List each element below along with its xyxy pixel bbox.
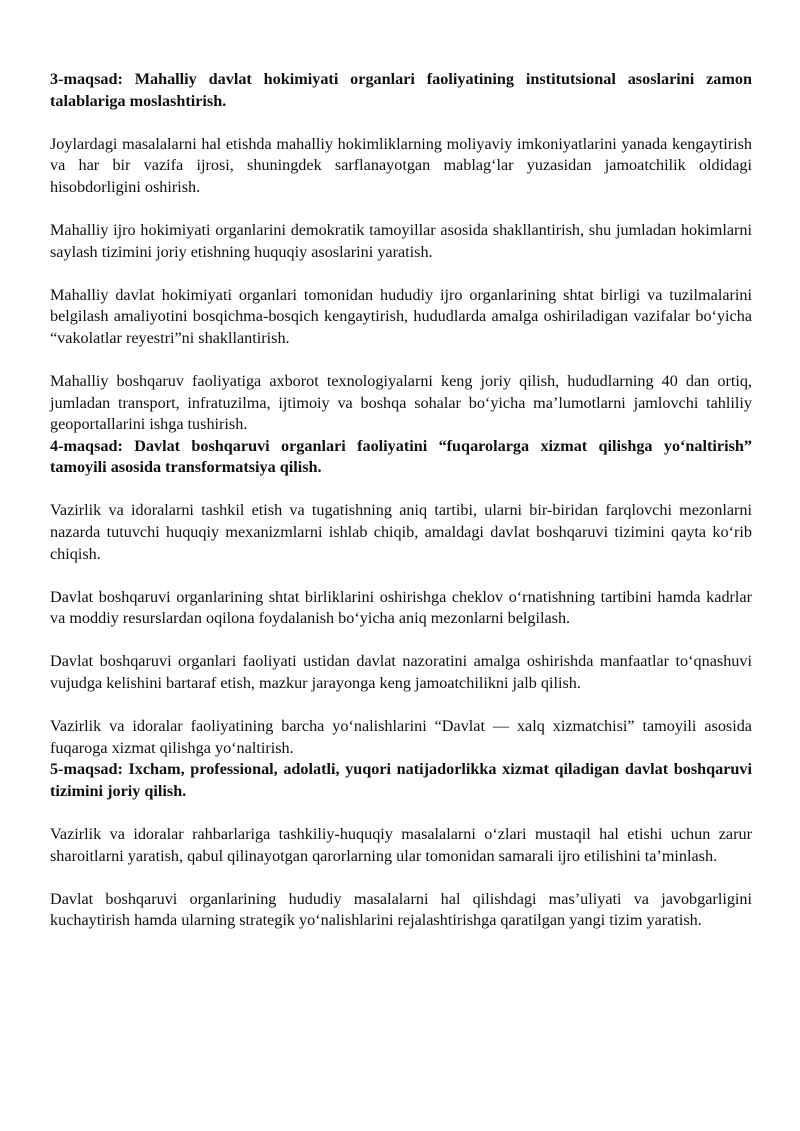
paragraph: Mahalliy davlat hokimiyati organlari tomonidan hududiy ijro organlarining shtat birligi va tuzilmalarini belgilash amaliyotini bosqichma-bosqich kengaytirish, hududlarda amalga oshiriladigan vazifalar bo‘yicha “vakolatlar reyestri”ni shakllantirish. <box>50 285 752 347</box>
section-heading: 5-maqsad: Ixcham, professional, adolatli, yuqori natijadorlikka xizmat qiladigan davlat boshqaruvi tizimini joriy qilish. <box>50 760 752 800</box>
section-heading: 4-maqsad: Davlat boshqaruvi organlari faoliyatini “fuqarolarga xizmat qilishga yo‘naltirish” tamoyili asosida transformatsiya qilish. <box>50 436 752 477</box>
paragraph: Joylardagi masalalarni hal etishda mahalliy hokimliklarning moliyaviy imkoniyatlarini yanada kengaytirish va har bir vazifa ijrosi, shuningdek sarflanayotgan mablag‘lar yuzasidan jamoatchilik oldidagi hisobdorligini oshirish. <box>50 134 752 196</box>
paragraph: Davlat boshqaruvi organlari faoliyati ustidan davlat nazoratini amalga oshirishda manfaatlar to‘qnashuvi vujudga kelishini bartaraf etish, mazkur jarayonga keng jamoatchilikni jalb qilish. <box>50 652 752 692</box>
paragraph: Vazirlik va idoralarni tashkil etish va tugatishning aniq tartibi, ularni bir-biridan farqlovchi mezonlarni nazarda tutuvchi huquqiy mexanizmlarni ishlab chiqib, amaldagi davlat boshqaruvi tizimini qayta ko‘rib chiqish. <box>50 501 752 563</box>
section-goal-3 <box>50 69 752 436</box>
paragraph: Mahalliy boshqaruv faoliyatiga axborot texnologiyalarni keng joriy qilish, hududlarning 40 dan ortiq, jumladan transport, infratuzilma, ijtimoiy va boshqa sohalar bo‘yicha ma’lumotlarni jamlovchi tahliliy geoportallarini ishga tushirish. <box>50 371 752 434</box>
document-page <box>50 69 752 932</box>
paragraph: Vazirlik va idoralar faoliyatining barcha yo‘nalishlarini “Davlat — xalq xizmatchisi” tamoyili asosida fuqaroga xizmat qilishga yo‘naltirish. <box>50 717 752 757</box>
section-heading: 3-maqsad: Mahalliy davlat hokimiyati organlari faoliyatining institutsional asoslarini zamon talablariga moslashtirish. <box>50 70 752 110</box>
paragraph: Mahalliy ijro hokimiyati organlarini demokratik tamoyillar asosida shakllantirish, shu jumladan hokimlarni saylash tizimini joriy etishning huquqiy asoslarini yaratish. <box>50 220 752 261</box>
paragraph: Davlat boshqaruvi organlarining hududiy masalalarni hal qilishdagi mas’uliyati va javobgarligini kuchaytirish hamda ularning strategik yo‘nalishlarini rejalashtirishga qaratilgan yangi tizim yaratish. <box>50 889 752 930</box>
section-goal-5 <box>50 759 752 932</box>
paragraph: Davlat boshqaruvi organlarining shtat birliklarini oshirishga cheklov o‘rnatishning tartibini hamda kadrlar va moddiy resurslardan oqilona foydalanish bo‘yicha aniq mezonlarni belgilash. <box>50 587 752 628</box>
paragraph: Vazirlik va idoralar rahbarlariga tashkiliy-huquqiy masalalarni o‘zlari mustaqil hal etishi uchun zarur sharoitlarni yaratish, qabul qilinayotgan qarorlarning ular tomonidan samarali ijro etilishini ta’minlash. <box>50 824 752 865</box>
section-goal-4 <box>50 436 752 760</box>
